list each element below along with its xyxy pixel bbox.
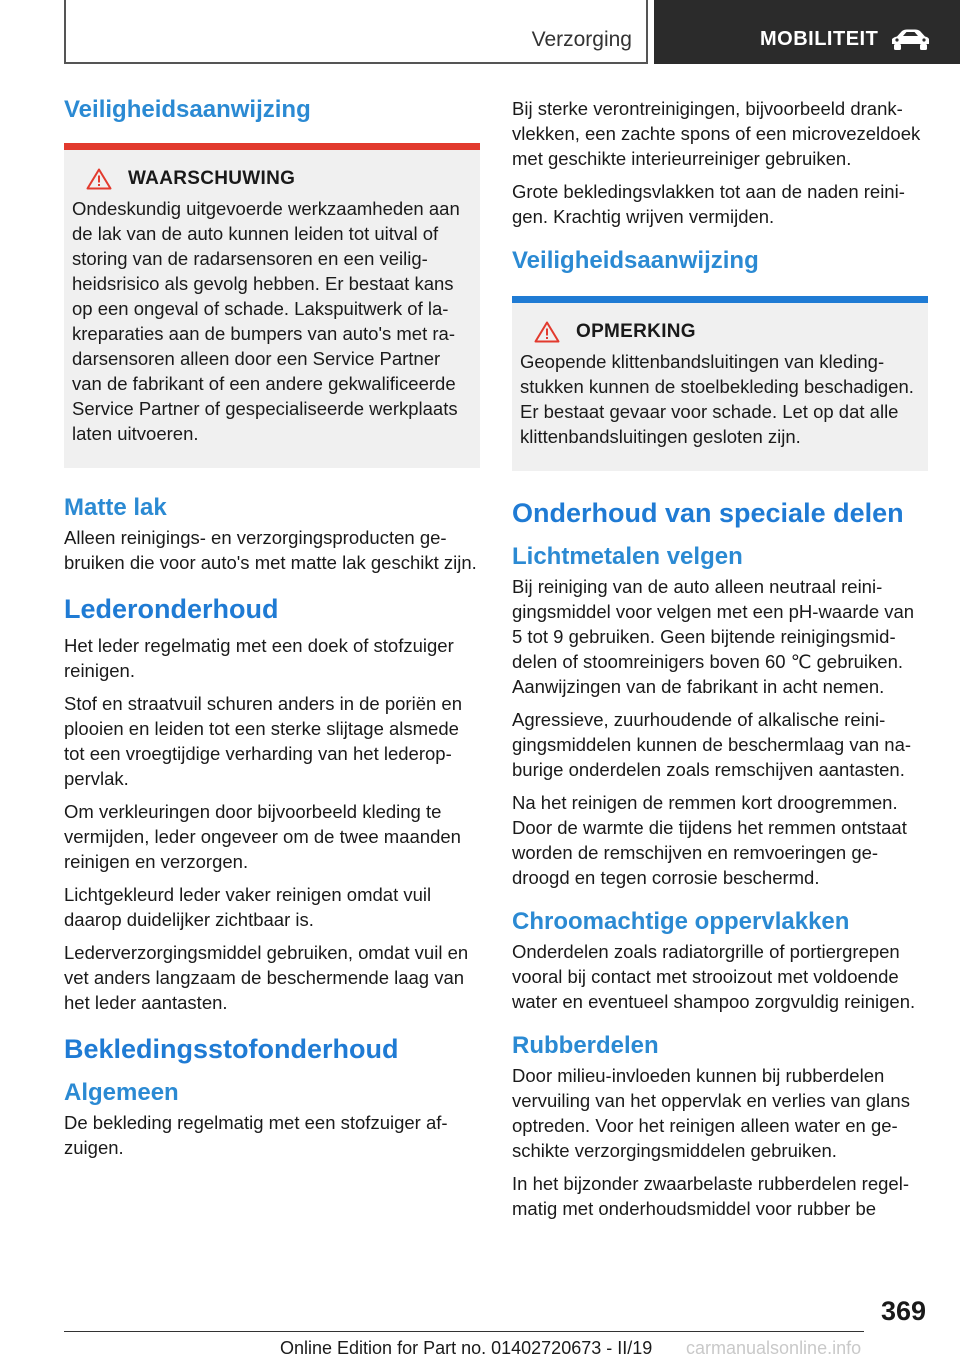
chapter-tab xyxy=(64,0,648,64)
edition-text: Online Edition for Part no. 01402720673 - II/19 xyxy=(280,1338,653,1358)
matte-text: Alleen reinigings- en verzorgingsproducten gebruiken die voor auto's met matte lak geschikt zijn. xyxy=(64,526,477,573)
car-icon xyxy=(888,28,932,52)
alloy-paragraph-3: Na het reinigen de remmen kort droogremmen. Door de warmte die tijdens het remmen ontstaat worden de remschijven en remvoeringen gedroogd en tegen corrosie beschermd. xyxy=(512,791,907,888)
safety-heading: Veiligheidsaanwijzing xyxy=(64,96,311,123)
large-surfaces-paragraph: Grote bekledingsvlakken tot aan de naden reinigen. Krachtig wrijven vermijden. xyxy=(512,181,905,227)
rubber-paragraph-1: Door milieu-invloeden kunnen bij rubberdelen vervuiling van het oppervlak en verlies van glans optreden. Voor het reinigen alleen water en geschikte verzorgingsmiddelen gebruiken. xyxy=(512,1064,910,1161)
safety-heading-right: Veiligheidsaanwijzing xyxy=(512,247,759,274)
warning-box xyxy=(64,150,480,468)
special-parts-heading: Onderhoud van speciale delen xyxy=(512,497,904,528)
alloy-heading: Lichtmetalen velgen xyxy=(512,543,743,571)
section-tab xyxy=(654,0,960,64)
warning-triangle-icon xyxy=(534,321,560,343)
page-number: 369 xyxy=(880,1296,926,1326)
upholstery-heading: Bekledingsstofonderhoud xyxy=(64,1033,399,1064)
warning-text: Ondeskundig uitgevoerde werkzaamheden aan de lak van de auto kunnen leiden tot uitval of storing van de radarsensoren en een veiligheidsrisico als gevolg hebben. Er bestaat kans op een ongeval of schade. Lakspuitwerk of lakreparaties aan de bumpers van auto's met radarsensoren alleen door een Service Partner van de fabrikant of een andere gekwalificeerde Service Partner of gespecialiseerde werkplaats laten uitvoeren. xyxy=(72,197,460,444)
leather-paragraph-2: Stof en straatvuil schuren anders in de poriën en plooien en leiden tot een sterke slijtage alsmede tot een vroegtijdige verharding van het lederoppervlak. xyxy=(64,692,462,789)
leather-paragraph-4: Lichtgekleurd leder vaker reinigen omdat vuil daarop duidelijker zichtbaar is. xyxy=(64,883,432,930)
leather-heading: Lederonderhoud xyxy=(64,593,279,624)
stain-paragraph: Bij sterke verontreinigingen, bijvoorbeeld drankvlekken, een zachte spons of een microvezeldoek met geschikte interieurreiniger gebruiken. xyxy=(512,98,921,169)
warning-bar xyxy=(64,143,480,150)
watermark-text: carmanualsonline.info xyxy=(686,1338,862,1358)
rubber-paragraph-2: In het bijzonder zwaarbelaste rubberdelen regelmatig met onderhoudsmiddel voor rubber be xyxy=(512,1172,909,1219)
matte-heading: Matte lak xyxy=(64,493,167,521)
leather-paragraph-1: Het leder regelmatig met een doek of stofzuiger reinigen. xyxy=(64,634,454,681)
warning-title: WAARSCHUWING xyxy=(128,167,296,189)
page-header xyxy=(0,0,960,66)
footer-divider xyxy=(64,1331,864,1332)
note-title: OPMERKING xyxy=(576,320,696,342)
note-box xyxy=(512,303,928,471)
alloy-paragraph-1: Bij reiniging van de auto alleen neutraal reinigingsmiddel voor velgen met een pH-waarde van 5 tot 9 gebruiken. Geen bijtende reinigingsmiddelen of stoomreinigers boven 60 ℃ gebruiken. Aanwijzingen van de fabrikant in acht nemen. xyxy=(512,575,915,697)
chrome-text: Onderdelen zoals radiatorgrille of portiergrepen vooral bij contact met strooizout met voldoende water en eventueel shampoo zorgvuldig reinigen. xyxy=(512,940,916,1012)
rubber-heading: Rubberdelen xyxy=(512,1031,659,1059)
section-label: MOBILITEIT xyxy=(760,28,879,50)
warning-triangle-icon xyxy=(86,168,112,190)
left-column xyxy=(64,96,480,1168)
chapter-label: Verzorging xyxy=(531,28,632,51)
note-text: Geopende klittenbandsluitingen van kledingstukken kunnen de stoelbekleding beschadigen. Er bestaat gevaar voor schade. Let op dat alle klittenbandsluitingen gesloten zijn. xyxy=(520,350,914,447)
right-column xyxy=(512,96,928,1229)
general-heading: Algemeen xyxy=(64,1079,179,1107)
leather-paragraph-3: Om verkleuringen door bijvoorbeeld kleding te vermijden, leder ongeveer om de twee maanden reinigen en verzorgen. xyxy=(64,800,461,872)
leather-paragraph-5: Lederverzorgingsmiddel gebruiken, omdat vuil en vet anders langzaam de beschermende laag van het leder aantasten. xyxy=(64,941,469,1013)
note-bar xyxy=(512,296,928,303)
chrome-heading: Chroomachtige oppervlakken xyxy=(512,907,850,935)
general-text: De bekleding regelmatig met een stofzuiger afzuigen. xyxy=(64,1112,448,1159)
alloy-paragraph-2: Agressieve, zuurhoudende of alkalische reinigingsmiddelen kunnen de beschermlaag van naburige onderdelen zoals remschijven aantasten. xyxy=(512,708,912,780)
